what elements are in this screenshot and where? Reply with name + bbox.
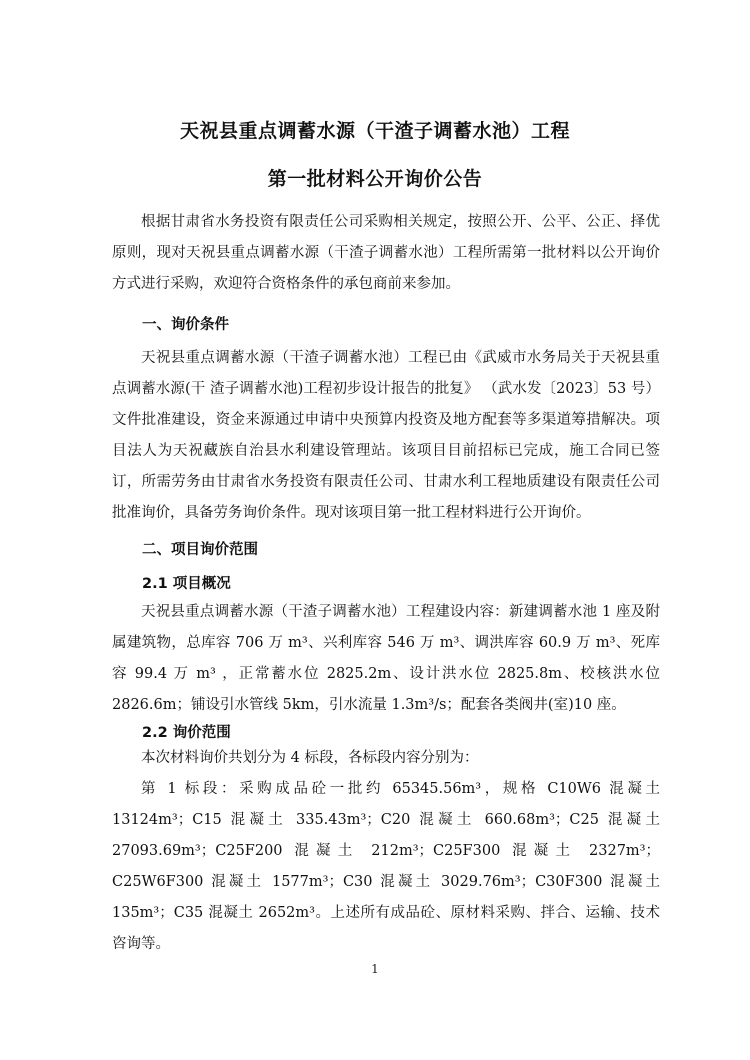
section2-heading: 二、项目询价范围 (142, 542, 258, 558)
document-title-line2: 第一批材料公开询价公告 (267, 168, 483, 190)
document-title-line1: 天祝县重点调蓄水源（干渣子调蓄水池）工程 (179, 120, 570, 142)
subsection-2-1-heading: 2.1 项目概况 (142, 576, 231, 592)
subsection-2-2-intro: 本次材料询价共划分为 4 标段，各标段内容分别为： (141, 750, 479, 766)
subsection-2-1-paragraph: 天祝县重点调蓄水源（干渣子调蓄水池）工程建设内容：新建调蓄水池 1 座及附属建筑物，总库容 706 万 m³、兴利库容 546 万 m³、调洪库容 60.9 万 m³、死库容 99.4 万 m³ ，正常蓄水位 2825.2m、设计洪水位 2825.8m、校核洪水位 2826.6m；铺设引水管线 5km，引水流量 1.3m³/s；配套各类阀井(室)10 座。 (112, 604, 660, 713)
intro-paragraph: 根据甘肃省水务投资有限责任公司采购相关规定，按照公开、公平、公正、择优原则，现对天祝县重点调蓄水源（干渣子调蓄水池）工程所需第一批材料以公开询价方式进行采购，欢迎符合资格条件的承包商前来参加。 (112, 214, 660, 292)
subsection-2-2-heading: 2.2 询价范围 (142, 725, 231, 741)
section1-paragraph: 天祝县重点调蓄水源（干渣子调蓄水池）工程已由《武威市水务局关于天祝县重点调蓄水源(干 渣子调蓄水池)工程初步设计报告的批复》 （武水发〔2023〕53 号）文件批准建设，资金来源通过申请中央预算内投资及地方配套等多渠道筹措解决。项目法人为天祝藏族自治县水利建设管理站。该项目目前招标已完成，施工合同已签订，所需劳务由甘肃省水务投资有限责任公司、甘肃水利工程地质建设有限责任公司批准询价，具备劳务询价条件。现对该项目第一批工程材料进行公开询价。 (112, 350, 660, 521)
page-number: 1 (371, 962, 379, 976)
lot1-paragraph: 第 1 标段：采购成品砼一批约 65345.56m³，规格 C10W6 混凝土 13124m³；C15 混凝土 335.43m³；C20 混凝土 660.68m³；C25 混凝土 27093.69m³；C25F200 混凝土 212m³；C25F300 混凝土 2327m³；C25W6F300 混凝土 1577m³；C30 混凝土 3029.76m³；C30F300 混凝土 135m³；C35 混凝土 2652m³。上述所有成品砼、原材料采购、拌合、运输、技术咨询等。 (112, 781, 660, 952)
section1-heading: 一、询价条件 (142, 317, 229, 333)
